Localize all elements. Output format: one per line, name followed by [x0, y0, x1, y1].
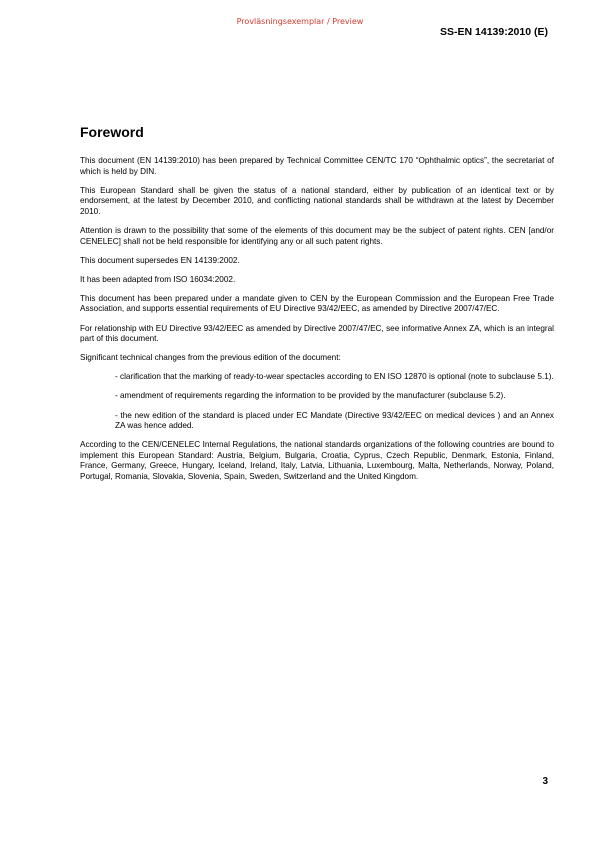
closing-paragraph: According to the CEN/CENELEC Internal Regulations, the national standards organizations of the following countries are bound to implement this European Standard: Austria, Belgium, Bulgaria, Croatia, Cyprus, Czech Republic, Denmark, Estonia, Finland, France, Germany, Greece, Hungary, Iceland, Ireland, Italy, Latvia, Lithuania, Luxembourg, Malta, Netherlands, Norway, Poland, Portugal, Romania, Slovakia, Slovenia, Spain, Sweden, Switzerland and the United Kingdom. — [80, 440, 554, 481]
paragraph-1: This document (EN 14139:2010) has been prepared by Technical Committee CEN/TC 170 “Ophthalmic optics”, the secretariat of which is held by DIN. — [80, 156, 554, 176]
foreword-body — [80, 156, 554, 491]
page-title: Foreword — [80, 124, 144, 140]
paragraph-5: It has been adapted from ISO 16034:2002. — [80, 274, 236, 284]
paragraph-6: This document has been prepared under a mandate given to CEN by the European Commission and the European Free Trade Association, and supports essential requirements of EU Directive 93/42/EEC, as amended by Directive 2007/47/EC. — [80, 293, 554, 314]
paragraph-4: This document supersedes EN 14139:2002. — [80, 255, 240, 265]
preview-watermark: Provläsningsexemplar / Preview — [236, 17, 364, 26]
change-item-1: - clarification that the marking of ready-to-wear spectacles according to EN ISO 12870 is optional (note to subclause 5.1). — [115, 372, 554, 382]
paragraph-7: For relationship with EU Directive 93/42/EEC as amended by Directive 2007/47/EC, see informative Annex ZA, which is an integral part of this document. — [80, 323, 554, 344]
change-item-3: - the new edition of the standard is placed under EC Mandate (Directive 93/42/EEC on medical devices ) and an Annex ZA was hence added. — [115, 410, 554, 431]
paragraph-2: This European Standard shall be given the status of a national standard, either by publication of an identical text or by endorsement, at the latest by December 2010, and conflicting national standards shall be withdrawn at the latest by December 2010. — [80, 185, 554, 216]
paragraph-8: Significant technical changes from the previous edition of the document: — [80, 353, 341, 363]
change-item-2: - amendment of requirements regarding the information to be provided by the manufacturer (subclause 5.2). — [115, 391, 506, 401]
page-number: 3 — [542, 776, 548, 787]
standard-id: SS-EN 14139:2010 (E) — [440, 26, 548, 38]
paragraph-3: Attention is drawn to the possibility that some of the elements of this document may be the subject of patent rights. CEN [and/or CENELEC] shall not be held responsible for identifying any or all such patent rights. — [80, 225, 554, 246]
